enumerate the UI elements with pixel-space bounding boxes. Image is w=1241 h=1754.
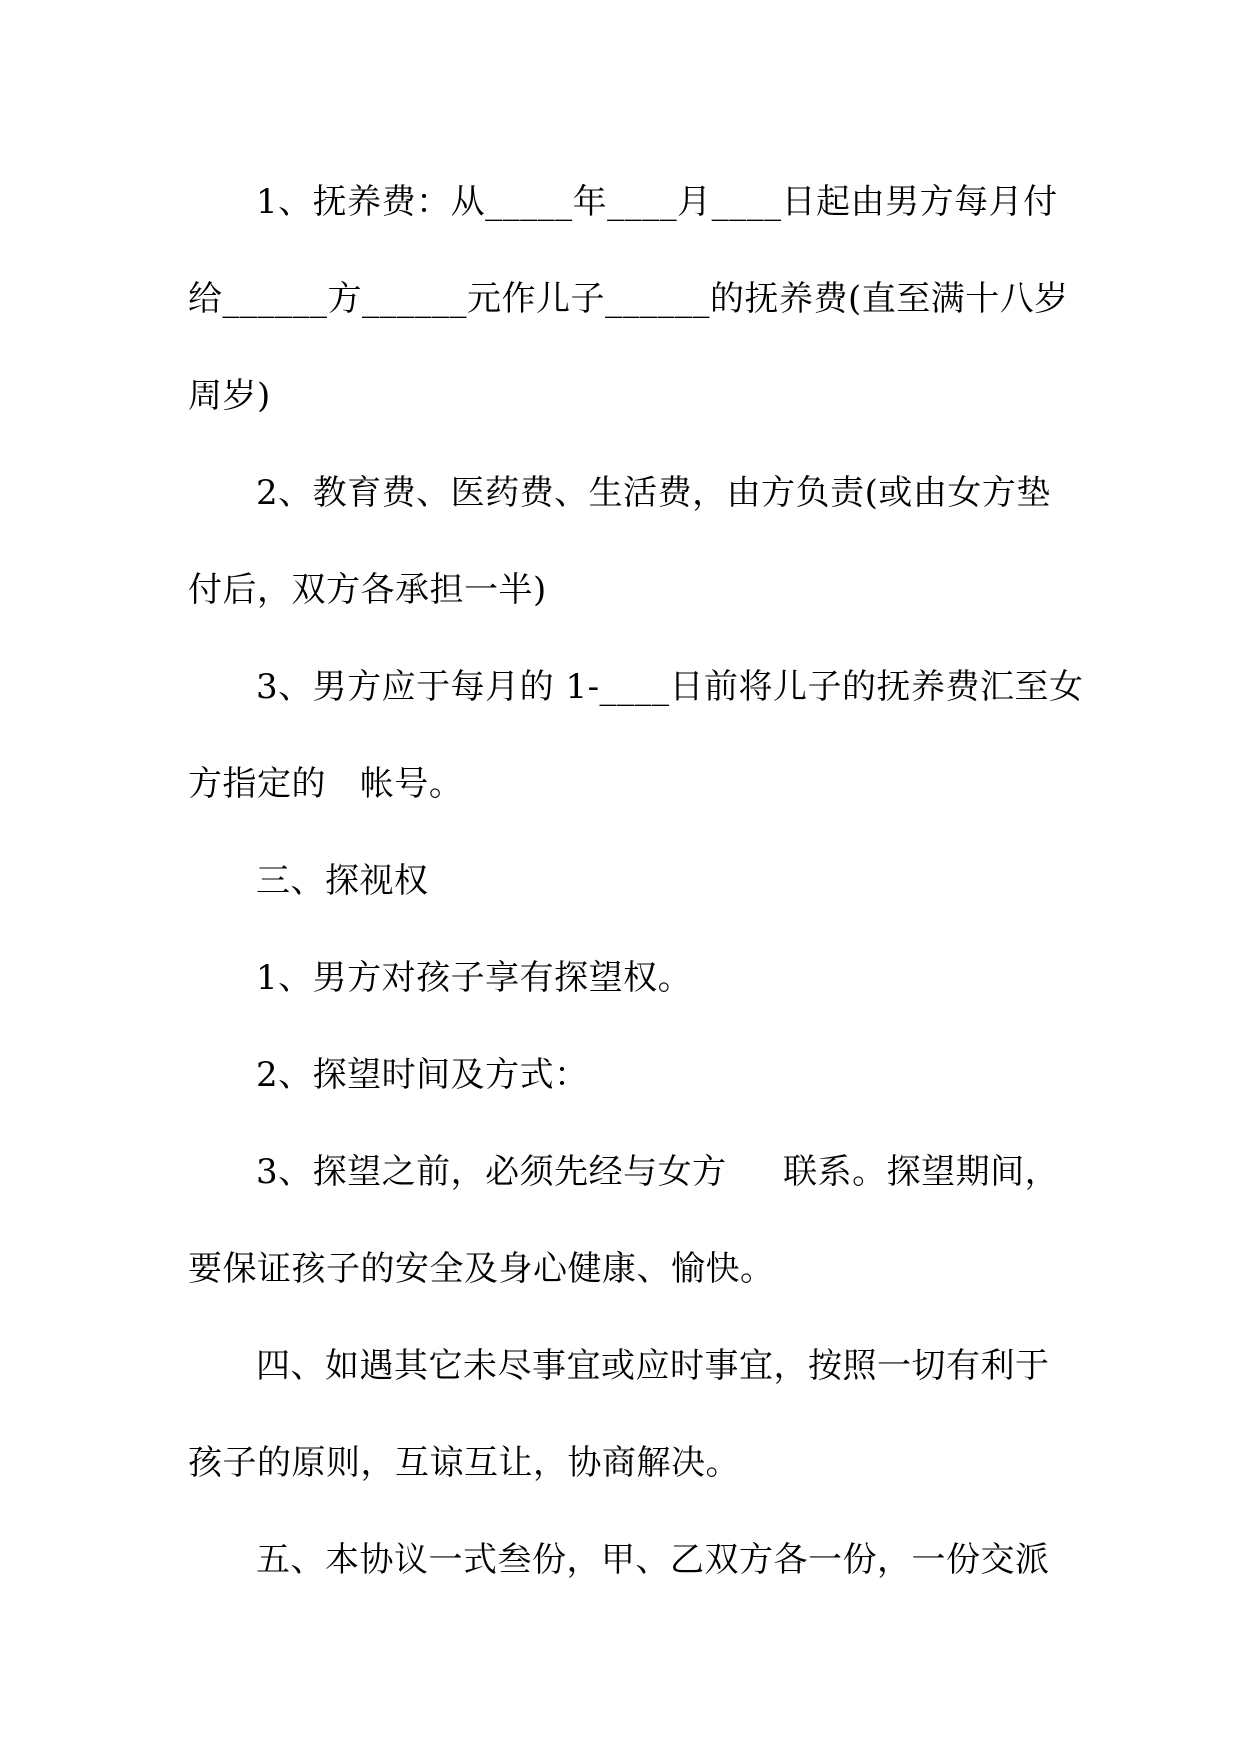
clause-3-line-2: 方指定的 帐号。: [188, 764, 464, 804]
clause-3-line-1: 3、男方应于每月的 1-____日前将儿子的抚养费汇至女: [256, 667, 1084, 707]
visitation-item-2: 2、探望时间及方式：: [256, 1055, 589, 1095]
clause-1-line-1: 1、抚养费：从_____年____月____日起由男方每月付: [256, 182, 1058, 222]
section-five-line-1: 五、本协议一式叁份，甲、乙双方各一份，一份交派: [256, 1540, 1050, 1580]
visitation-item-3-line-2: 要保证孩子的安全及身心健康、愉快。: [188, 1249, 775, 1289]
clause-2-line-1: 2、教育费、医药费、生活费，由方负责(或由女方垫: [256, 473, 1051, 513]
clause-1-line-3: 周岁): [188, 376, 271, 416]
visitation-item-1: 1、男方对孩子享有探望权。: [256, 958, 693, 998]
clause-2-line-2: 付后，双方各承担一半): [188, 570, 547, 610]
visitation-item-3-line-1: 3、探望之前，必须先经与女方 联系。探望期间，: [256, 1152, 1060, 1192]
section-four-line-1: 四、如遇其它未尽事宜或应时事宜，按照一切有利于: [256, 1346, 1050, 1386]
section-heading-visitation: 三、探视权: [256, 861, 429, 901]
clause-1-line-2: 给______方______元作儿子______的抚养费(直至满十八岁: [188, 279, 1069, 319]
section-four-line-2: 孩子的原则，互谅互让，协商解决。: [188, 1443, 740, 1483]
